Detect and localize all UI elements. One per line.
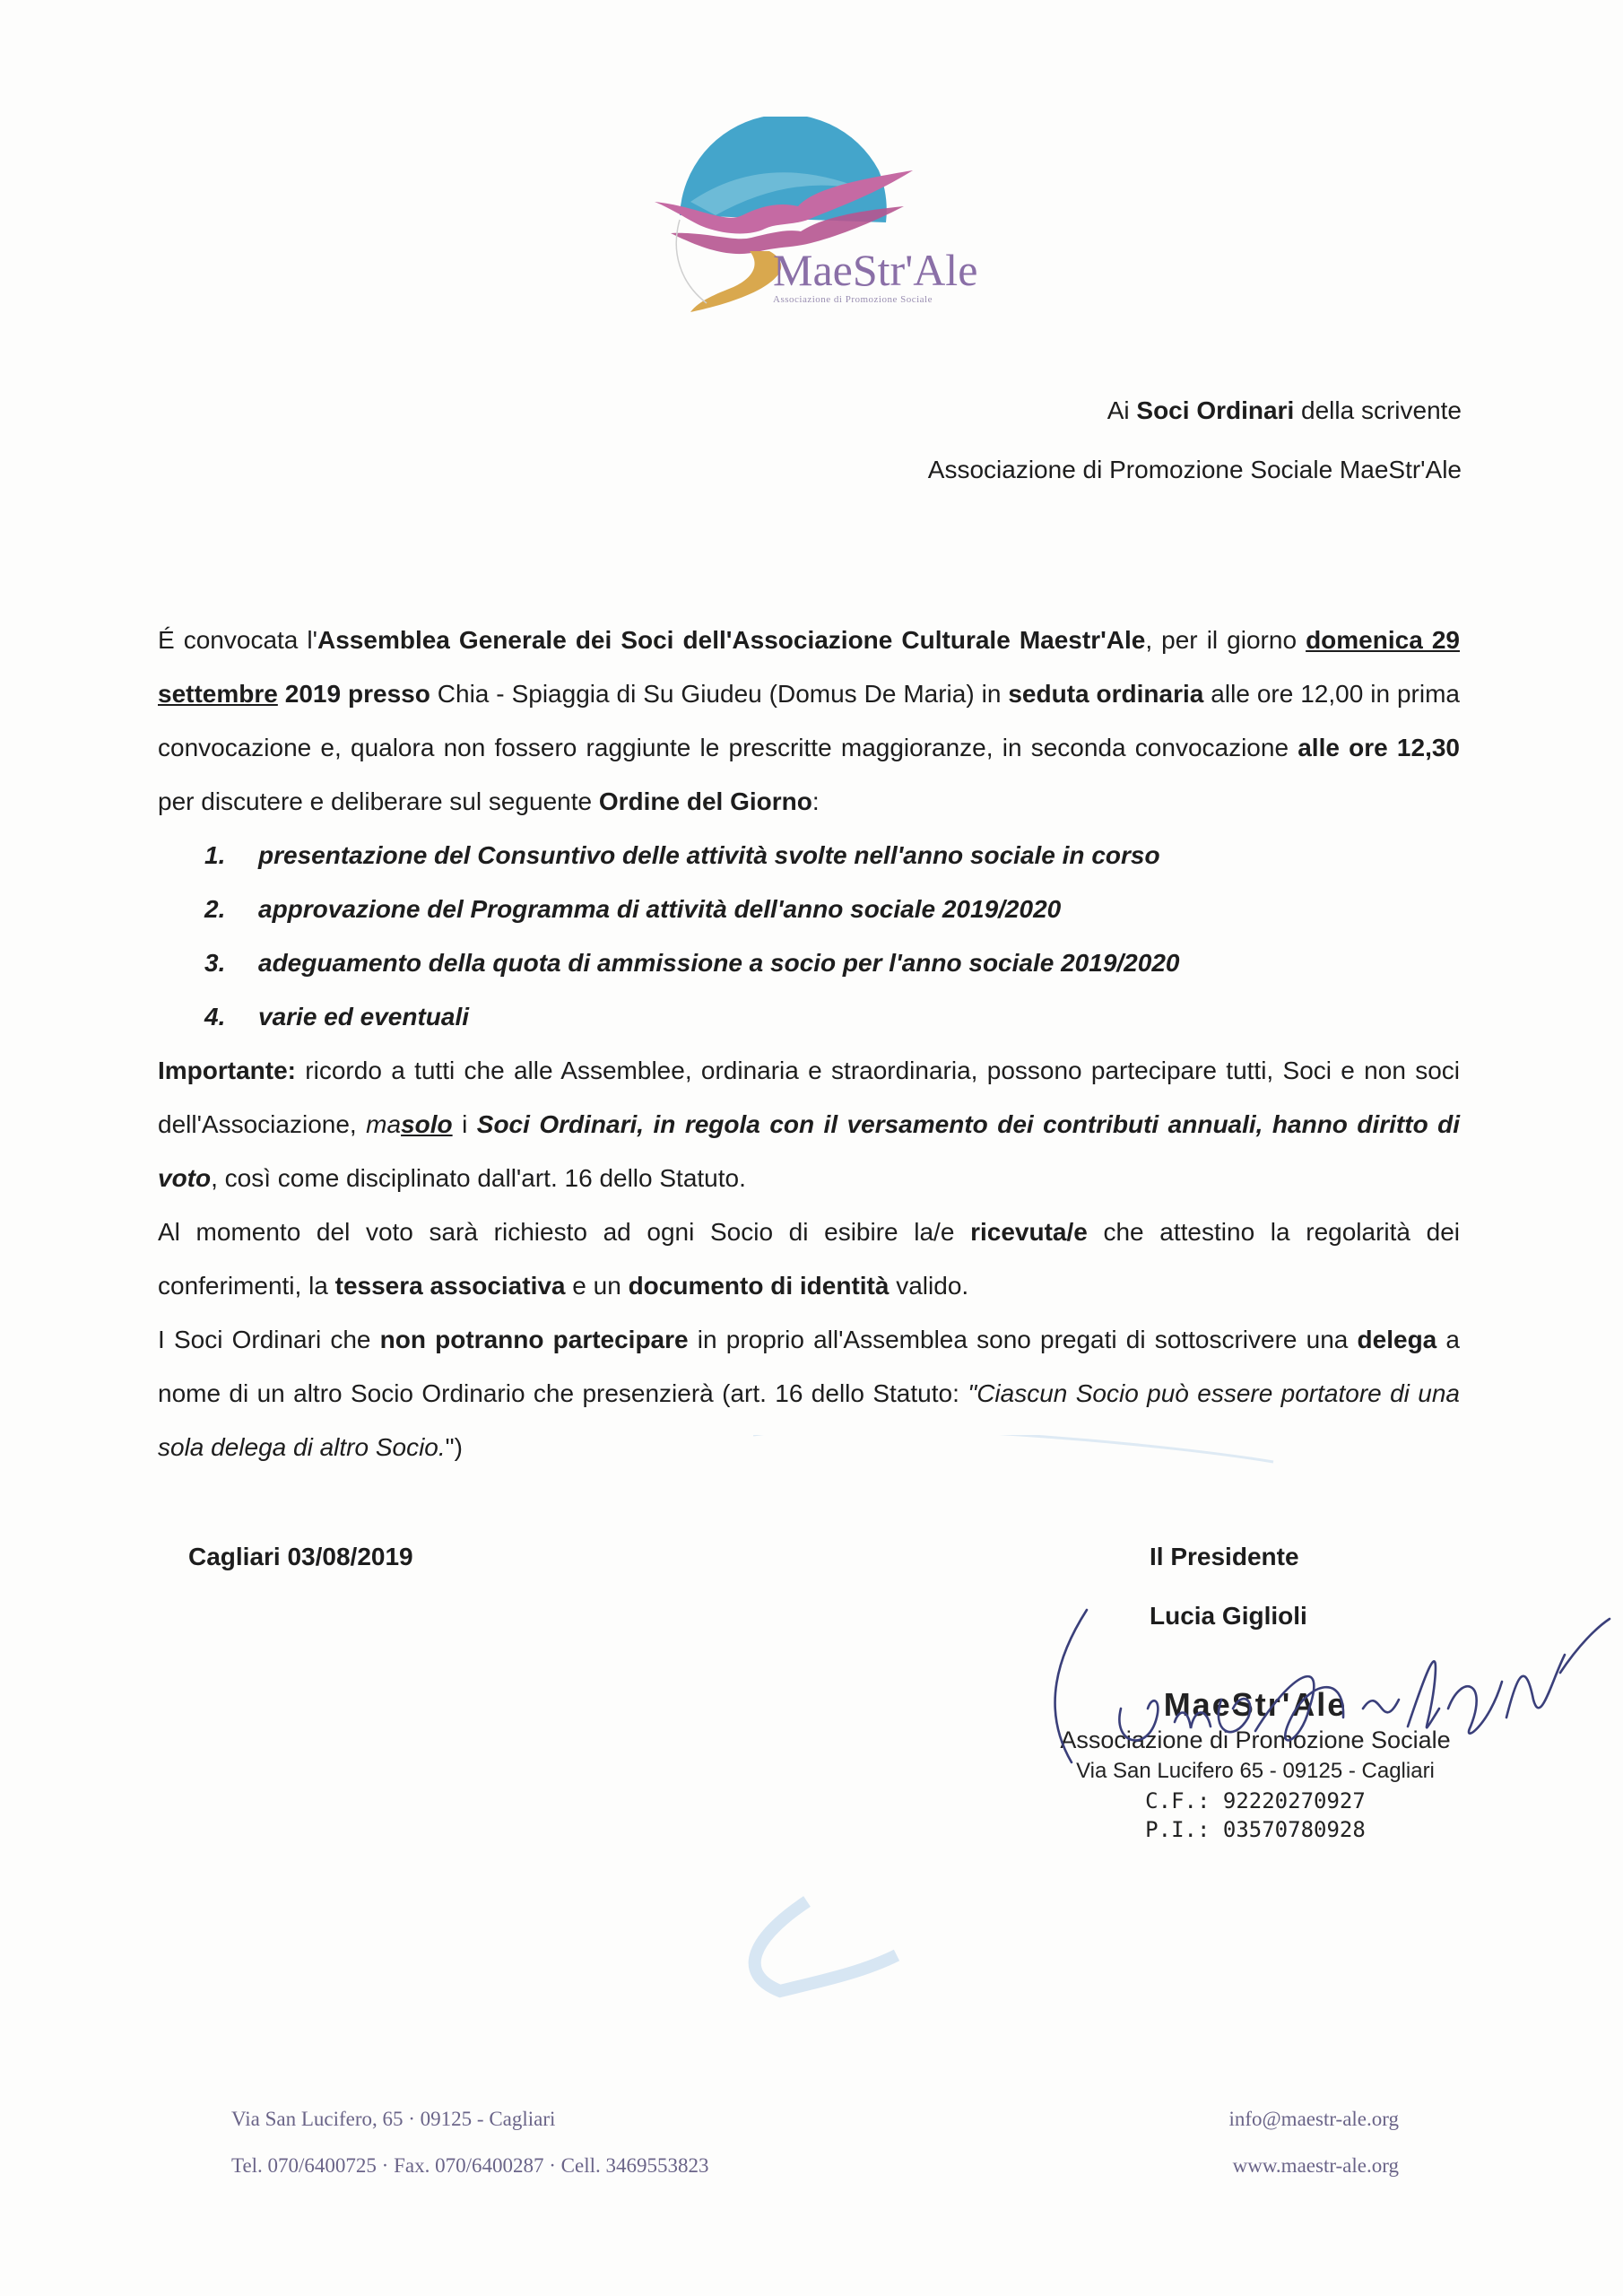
vote-paragraph: Al momento del voto sarà richiesto ad ogni Socio di esibire la/e ricevuta/e che attestino la regolarità dei conferimenti, la tessera associativa e un documento di identità valido.: [158, 1218, 1460, 1300]
stamp-address: Via San Lucifero 65 - 09125 - Cagliari: [1076, 1759, 1435, 1783]
footer-phones: Tel. 070/6400725 · Fax. 070/6400287 · Cell. 3469553823: [231, 2154, 709, 2177]
stamp-vat-number: P.I.: 03570780928: [1145, 1817, 1366, 1842]
agenda-item: 1. presentazione del Consuntivo delle attività svolte nell'anno sociale in corso: [204, 841, 1160, 869]
important-paragraph: Importante: ricordo a tutti che alle Assemblee, ordinaria e straordinaria, possono partecipare tutti, Soci e non soci dell'Associazione, masolo i Soci Ordinari, in regola con il versamento dei contributi annuali, hanno diritto di voto, così come disciplinato dall'art. 16 dello Statuto.: [158, 1057, 1461, 1192]
agenda-item: 2. approvazione del Programma di attività dell'anno sociale 2019/2020: [204, 895, 1062, 923]
logo-subtitle: Associazione di Promozione Sociale: [773, 294, 933, 305]
recipient-line-1: Ai Soci Ordinari della scrivente: [1107, 396, 1462, 424]
agenda-item: 3. adeguamento della quota di ammissione a socio per l'anno sociale 2019/2020: [204, 949, 1180, 977]
association-stamp: [1004, 1686, 1506, 1844]
convocation-paragraph: É convocata l'Assemblea Generale dei Soci dell'Associazione Culturale Maestr'Ale, per il giorno domenica 29 settembre 2019 presso Chia - Spiaggia di Su Giudeu (Domus De Maria) in seduta ordinaria alle ore 12,00 in prima convocazione e, qualora non fossero raggiunte le prescritte maggioranze, in seconda convocazione alle ore 12,30 per discutere e deliberare sul seguente Ordine del Giorno:: [158, 626, 1460, 815]
stamp-tax-code: C.F.: 92220270927: [1145, 1788, 1366, 1813]
footer-email-link[interactable]: info@maestr-ale.org: [1228, 2108, 1399, 2130]
agenda-list: [158, 829, 1460, 1044]
agenda-item: 4. varie ed eventuali: [204, 1003, 470, 1031]
stamp-title: MaeStr'Ale: [1163, 1686, 1348, 1723]
letter-body: [158, 613, 1460, 1474]
president-name: Lucia Giglioli: [1150, 1602, 1307, 1630]
recipient-line-2: Associazione di Promozione Sociale MaeStr'Ale: [927, 456, 1462, 483]
footer-website-link[interactable]: www.maestr-ale.org: [1232, 2154, 1399, 2177]
logo-wordmark: MaeStr'Ale: [773, 245, 978, 295]
place-date: Cagliari 03/08/2019: [188, 1543, 413, 1570]
president-title: Il Presidente: [1150, 1543, 1299, 1570]
delegate-paragraph: I Soci Ordinari che non potranno partecipare in proprio all'Assemblea sono pregati di sottoscrivere una delega a nome di un altro Socio Ordinario che presenzierà (art. 16 dello Statuto: "Ciascun Socio può essere portatore di una sola delega di altro Socio."): [158, 1326, 1460, 1461]
stamp-subtitle: Associazione di Promozione Sociale: [1060, 1726, 1451, 1753]
footer-address: Via San Lucifero, 65 · 09125 - Cagliari: [231, 2108, 556, 2130]
